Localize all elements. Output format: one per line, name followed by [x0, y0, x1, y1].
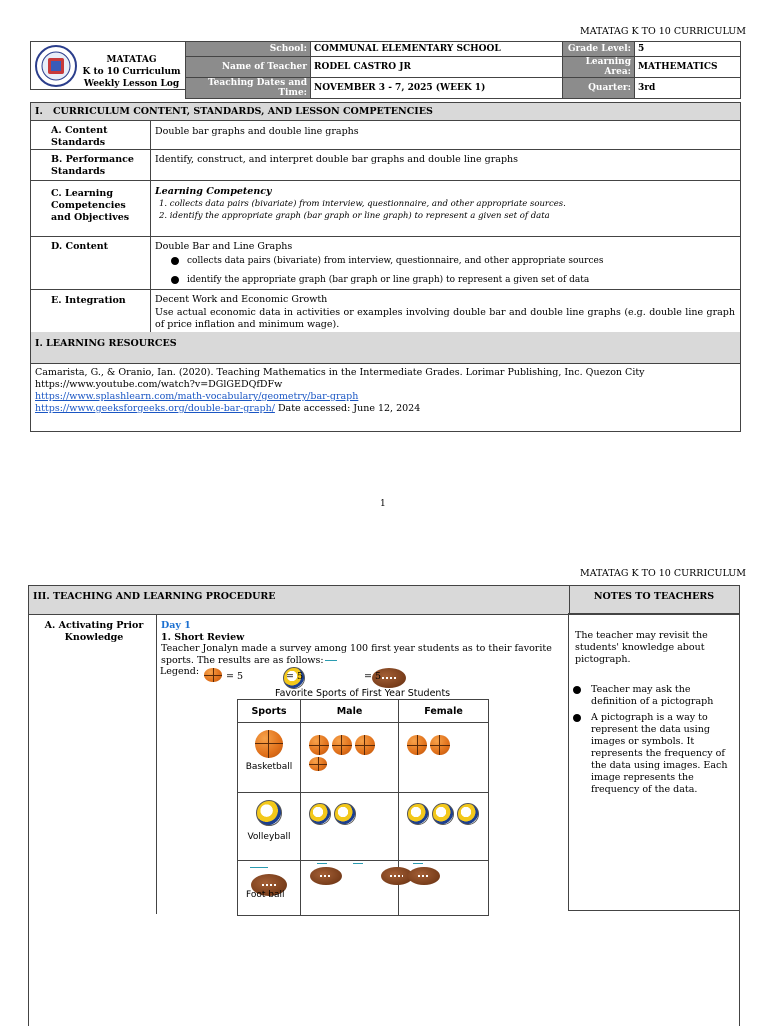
- competency-item-1: 1. collects data pairs (bivariate) from interview, questionnaire, and other appropriate sources.: [159, 199, 566, 209]
- basketball-icon: [407, 735, 427, 755]
- legend-label: Legend:: [160, 666, 200, 677]
- basketball-icon: [255, 730, 283, 758]
- resource-youtube: https://www.youtube.com/watch?v=DGlGEDQfDFw: [35, 379, 283, 390]
- logo-box: [30, 41, 187, 90]
- football-icon: [310, 867, 342, 885]
- resources-header: [31, 332, 740, 364]
- school-label: School:: [186, 42, 311, 57]
- legend: [160, 666, 199, 677]
- basketball-icon: [309, 757, 327, 771]
- info-table: [185, 41, 741, 99]
- basketball-icon: [309, 735, 329, 755]
- legend-eq-basketball: = 5: [226, 671, 244, 682]
- day-label: Day 1: [161, 620, 191, 631]
- basketball-icon: [430, 735, 450, 755]
- basketball-icon: [204, 668, 222, 682]
- content-label: D. Content: [51, 241, 109, 252]
- note-intro: The teacher may revisit the students' knowledge about pictograph.: [575, 630, 708, 665]
- deped-seal-icon: [35, 45, 77, 87]
- learning-competencies-label: C. Learning Competencies and Objectives: [51, 188, 130, 223]
- teacher-label: Name of Teacher: [186, 57, 311, 78]
- section-number: I.: [35, 106, 43, 117]
- volleyball-icon: [457, 803, 479, 825]
- resource-link-geeksforgeeks[interactable]: https://www.geeksforgeeks.org/double-bar-graph/: [35, 403, 275, 414]
- competency-heading: Learning Competency: [155, 186, 272, 197]
- section-resources: [30, 332, 741, 432]
- row-football: Foot ball: [246, 890, 285, 900]
- legend-eq-football: = 5: [364, 671, 382, 682]
- volleyball-icon: [309, 803, 331, 825]
- integration-line1: Decent Work and Economic Growth: [155, 294, 328, 305]
- section-title: CURRICULUM CONTENT, STANDARDS, AND LESSON COMPETENCIES: [53, 106, 433, 117]
- activating-prior-knowledge-label: A. Activating Prior Knowledge: [44, 620, 144, 643]
- resource-book: Camarista, G., & Oranio, Ian. (2020). Teaching Mathematics in the Intermediate Grades. Lorimar Publishing, Inc. Quezon City: [35, 367, 645, 378]
- performance-standards-value: Identify, construct, and interpret double bar graphs and double line graphs: [155, 154, 519, 165]
- competency-item-2: 2. identify the appropriate graph (bar graph or line graph) to represent a given set of data: [159, 211, 550, 221]
- football-icon: [408, 867, 440, 885]
- table-row: [238, 723, 489, 793]
- date-accessed: Date accessed: June 12, 2024: [274, 403, 421, 414]
- col-male: Male: [301, 700, 399, 723]
- integration-line2: Use actual economic data in activities or examples involving double bar and double line graphs (e.g. double line graph of price inflation and minimum wage).: [155, 307, 735, 330]
- grade-label: Grade Level:: [563, 42, 635, 57]
- notes-box: [568, 613, 740, 911]
- col-female: Female: [399, 700, 489, 723]
- notes-title: NOTES TO TEACHERS: [593, 591, 715, 602]
- dates-value: NOVEMBER 3 - 7, 2025 (WEEK 1): [311, 78, 563, 99]
- content-standards-label: A. Content Standards: [51, 125, 108, 148]
- logo-line1: MATATAG: [106, 55, 157, 65]
- review-text: Teacher Jonalyn made a survey among 100 first year students as to their favorite sports. The results are as follows:: [161, 643, 552, 666]
- note-bullet-1: Teacher may ask the definition of a pictograph: [591, 684, 731, 708]
- content-bullet-2: identify the appropriate graph (bar graph or line graph) to represent a given set of data: [171, 275, 589, 285]
- section-curriculum-header: [31, 103, 740, 121]
- area-value: MATHEMATICS: [635, 57, 741, 78]
- content-standards-value: Double bar graphs and double line graphs: [155, 126, 359, 137]
- logo-line3: Weekly Lesson Log: [83, 79, 180, 89]
- table-row: [238, 793, 489, 861]
- content-value: Double Bar and Line Graphs: [155, 241, 293, 252]
- volleyball-icon: [407, 803, 429, 825]
- volleyball-icon: [432, 803, 454, 825]
- logo-line2: K to 10 Curriculum: [82, 67, 181, 77]
- legend-eq-volleyball: = 5: [286, 671, 304, 682]
- volleyball-icon: [334, 803, 356, 825]
- section-curriculum: [30, 102, 741, 334]
- school-value: COMMUNAL ELEMENTARY SCHOOL: [311, 42, 563, 57]
- note-bullet-2: A pictograph is a way to represent the data using images or symbols. It represents the frequency of the data using images. Each image represents the frequency of the data.: [591, 712, 731, 796]
- row-volleyball: Volleyball: [247, 832, 291, 842]
- dates-label: Teaching Dates and Time:: [186, 78, 311, 99]
- quarter-label: Quarter:: [563, 78, 635, 99]
- page-number: 1: [380, 499, 386, 509]
- content-bullet-1: collects data pairs (bivariate) from interview, questionnaire, and other appropriate sources: [171, 256, 603, 266]
- basketball-icon: [355, 735, 375, 755]
- procedure-title: III. TEACHING AND LEARNING PROCEDURE: [33, 591, 276, 602]
- basketball-icon: [332, 735, 352, 755]
- col-sports: Sports: [238, 700, 301, 723]
- volleyball-icon: [256, 800, 282, 826]
- integration-label: E. Integration: [51, 295, 126, 306]
- resources-title: I. LEARNING RESOURCES: [35, 338, 177, 349]
- pictograph-caption: Favorite Sports of First Year Students: [275, 688, 451, 699]
- resource-link-splashlearn[interactable]: https://www.splashlearn.com/math-vocabulary/geometry/bar-graph: [35, 391, 359, 402]
- row-basketball: Basketball: [245, 762, 293, 772]
- curriculum-header-2: MATATAG K TO 10 CURRICULUM: [579, 568, 746, 579]
- teacher-value: RODEL CASTRO JR: [311, 57, 563, 78]
- short-review-title: 1. Short Review: [161, 632, 245, 643]
- table-row: [238, 861, 489, 916]
- performance-standards-label: B. Performance Standards: [51, 154, 134, 177]
- pictograph-table: [237, 699, 489, 916]
- grade-value: 5: [635, 42, 741, 57]
- quarter-value: 3rd: [635, 78, 741, 99]
- curriculum-header: MATATAG K TO 10 CURRICULUM: [579, 26, 746, 37]
- area-label: Learning Area:: [563, 57, 635, 78]
